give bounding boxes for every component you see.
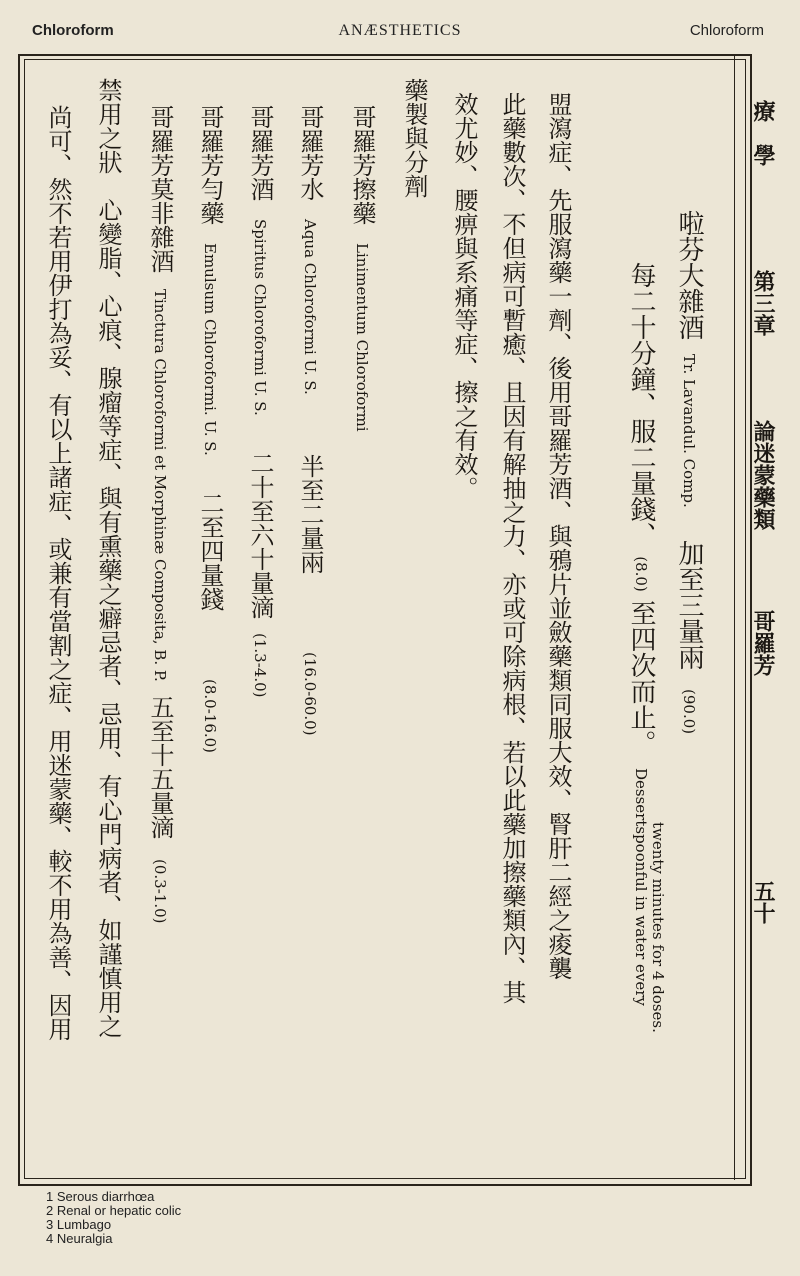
running-header-right: Chloroform bbox=[689, 22, 764, 39]
text-column-5: 此藥數次、不但病可暫癒、且因有解抽之力、亦或可除病根、若以此藥加擦藥類內、其 bbox=[498, 92, 526, 1004]
col2-en: Dessertspoonful in water every bbox=[632, 768, 650, 1007]
col10-latin: Spiritus Chloroformi U. S. bbox=[251, 218, 269, 416]
col9-main: 哥羅芳水 bbox=[296, 105, 324, 201]
text-column-6: 效尤妙、腰痹與系痛等症、擦之有效。 bbox=[450, 92, 478, 500]
text-column-13: 禁用之狀 心變脂、心痕、腺瘤等症、與有熏藥之癖忌者、忌用、有心門病者、如謹慎用之 bbox=[94, 78, 122, 1038]
section-heading: 藥製與分劑 bbox=[400, 78, 428, 198]
col8-main: 哥羅芳擦藥 bbox=[348, 105, 376, 225]
sidebar-book-title: 療 學 bbox=[750, 100, 776, 166]
sidebar-chapter: 第三章 bbox=[750, 270, 776, 336]
col12-dose: (0.3-1.0) bbox=[151, 858, 169, 924]
col11-main: 哥羅芳勻藥 bbox=[196, 105, 224, 225]
footnote-3: 3 Lumbago bbox=[46, 1217, 112, 1232]
text-column-3: twenty minutes for 4 doses. bbox=[649, 822, 667, 1033]
col12-latin: Tinctura Chloroformi et Morphinæ Composita, B. P. bbox=[151, 288, 169, 682]
text-column-10 bbox=[248, 105, 272, 697]
text-column-14: 尚可、然不若用伊打為妥、有以上諸症、或兼有當割之症、用迷蒙藥、較不用為善、因用 bbox=[44, 105, 72, 1041]
col11-tail: 二至四量錢 bbox=[196, 491, 224, 612]
col11-latin: Emulsum Chloroformi. U. S. bbox=[201, 242, 219, 456]
text-column-11 bbox=[198, 105, 222, 753]
col1-dose: (90.0) bbox=[680, 688, 698, 734]
col10-tail: 二十至六十量滴 bbox=[246, 451, 274, 620]
col9-tail: 半至二量兩 bbox=[296, 454, 324, 575]
col1-latin: Tr. Lavandul. Comp. bbox=[680, 354, 698, 509]
col12-main: 哥羅芳莫非雜酒 bbox=[146, 105, 174, 273]
col12-tail: 五至十五量滴 bbox=[146, 695, 174, 839]
text-column-8 bbox=[350, 105, 374, 431]
running-header-center: ANÆSTHETICS bbox=[338, 22, 462, 39]
text-column-9 bbox=[298, 105, 322, 735]
running-header-left: Chloroform bbox=[32, 22, 114, 39]
text-column-4: 盟瀉症、先服瀉藥一劑、後用哥羅芳酒、與鴉片並斂藥類同服大效、腎肝二經之痠襲 bbox=[544, 92, 572, 980]
sidebar-page-number: 五十 bbox=[750, 880, 776, 924]
col10-main: 哥羅芳酒 bbox=[246, 105, 274, 201]
col8-latin: Linimentum Chloroformi bbox=[353, 242, 371, 432]
col9-dose: (16.0-60.0) bbox=[301, 651, 319, 736]
sidebar-drug: 哥羅芳 bbox=[750, 610, 776, 676]
text-column-12 bbox=[148, 105, 172, 923]
col2-dose: (8.0) bbox=[632, 556, 650, 592]
col9-latin: Aqua Chloroformi U. S. bbox=[301, 218, 319, 395]
footnote-1: 1 Serous diarrhœa bbox=[46, 1189, 155, 1204]
col1-main: 啦芬大雜酒 bbox=[674, 210, 704, 340]
footnote-4: 4 Neuralgia bbox=[46, 1231, 113, 1246]
text-column-1 bbox=[676, 210, 702, 734]
sidebar-divider bbox=[734, 56, 735, 1180]
col11-dose: (8.0-16.0) bbox=[201, 678, 219, 753]
col2-main: 每二十分鐘、服二量錢、 bbox=[626, 262, 656, 548]
col1-tail: 加至三量兩 bbox=[674, 540, 704, 671]
col2-tail: 至四次而止。 bbox=[626, 600, 656, 757]
sidebar-section: 論迷蒙藥類 bbox=[750, 420, 776, 530]
col10-dose: (1.3-4.0) bbox=[251, 632, 269, 698]
footnote-2: 2 Renal or hepatic colic bbox=[46, 1203, 182, 1218]
